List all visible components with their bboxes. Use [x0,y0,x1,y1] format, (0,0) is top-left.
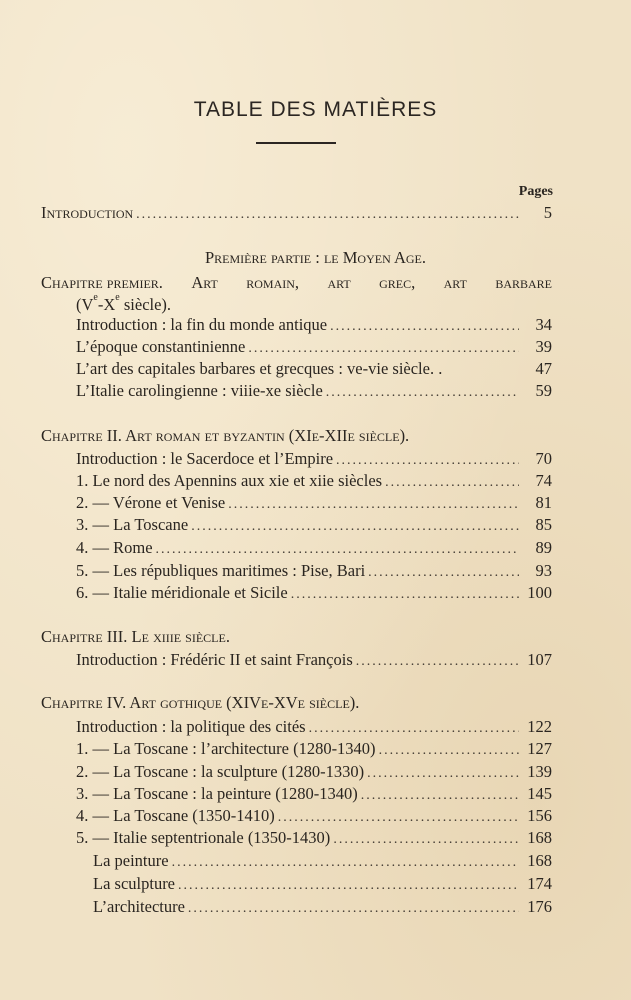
toc-entry[interactable] [76,717,552,739]
toc-entry-page: 107 [527,650,552,669]
toc-entry[interactable] [76,784,552,806]
toc-entry-page: 93 [535,561,552,580]
chapter-heading-word: art [443,273,467,292]
toc-entry[interactable] [76,471,552,493]
toc-entry-label: Introduction : la fin du monde antique [76,315,328,334]
chapter-heading-word: Art [191,273,218,292]
chapter-heading-word: romain, [246,273,300,292]
toc-entry[interactable] [76,315,552,337]
dot-leader [326,385,519,401]
dot-leader [156,542,519,558]
toc-entry-page: 176 [527,897,552,916]
toc-entry-page: 174 [527,874,552,893]
toc-entry[interactable] [93,897,552,919]
toc-entry-page: 5 [543,203,552,222]
dot-leader [368,565,519,581]
dot-leader [367,766,519,782]
chapter-heading-4[interactable]: Chapitre IV. Art gothique (XIVe-XVe siècle). [41,693,360,712]
toc-entry-page: 145 [527,784,552,803]
toc-entry[interactable] [76,493,552,515]
toc-entry-label: 5. — Les républiques maritimes : Pise, Bari [76,561,366,580]
chapter-heading-3[interactable]: Chapitre III. Le xiiie siècle. [41,627,230,646]
toc-entry-page: 139 [527,762,552,781]
toc-entry[interactable] [76,739,552,761]
toc-entry[interactable] [76,806,552,828]
page-title: TABLE DES MATIÈRES [193,98,438,121]
pages-label: Pages [518,184,553,199]
part-heading: Première partie : le Moyen Age. [204,248,426,267]
toc-entry[interactable] [76,515,552,537]
chapter-heading-word: Chapitre premier. [41,273,163,292]
dot-leader [333,832,519,848]
toc-entry-page: 156 [527,806,552,825]
toc-entry-page: 85 [535,515,552,534]
dot-leader [330,319,519,335]
dot-leader [291,587,519,603]
chapter-heading-word: barbare [495,273,552,292]
toc-entry-label: Introduction : le Sacerdoce et l’Empire [76,449,334,468]
toc-entry-label: L’art des capitales barbares et grecques : ve-vie siècle. . [76,359,443,378]
chapter-heading-word: grec, [379,273,416,292]
dot-leader [379,743,519,759]
toc-entry-page: 39 [535,337,552,356]
toc-entry[interactable] [76,828,552,850]
dot-leader [385,475,519,491]
toc-entry-page: 127 [527,739,552,758]
toc-entry-introduction[interactable] [41,203,552,225]
toc-entry-label: Introduction : Frédéric II et saint François [76,650,353,669]
toc-entry[interactable] [76,381,552,403]
toc-entry-page: 47 [535,359,552,378]
toc-entry-label: 4. — Rome [76,538,153,557]
toc-entry-page: 81 [535,493,552,512]
toc-entry-label: 1. Le nord des Apennins aux xie et xiie siècles [76,471,383,490]
toc-entry[interactable] [76,762,552,784]
toc-entry-label: 3. — La Toscane [76,515,189,534]
toc-entry[interactable] [76,538,552,560]
toc-entry-label: La peinture [93,851,169,870]
toc-entry-page: 168 [527,828,552,847]
toc-entry-label: L’architecture [93,897,185,916]
toc-entry-page: 168 [527,851,552,870]
toc-entry-page: 59 [535,381,552,400]
toc-entry-page: 34 [535,315,552,334]
toc-entry[interactable] [76,449,552,471]
toc-entry-label: 5. — Italie septentrionale (1350-1430) [76,828,331,847]
toc-entry-label: L’Italie carolingienne : viiie-xe siècle [76,381,323,400]
dot-leader [178,878,519,894]
toc-entry-page: 89 [535,538,552,557]
toc-entry-label: Introduction : la politique des cités [76,717,306,736]
toc-entry[interactable] [76,337,552,359]
toc-entry-label: 2. — Vérone et Venise [76,493,226,512]
chapter-heading-dates: (Ve-Xe siècle). [76,292,172,314]
toc-entry-page: 100 [527,583,552,602]
toc-entry-label: 2. — La Toscane : la sculpture (1280-1330) [76,762,365,781]
dot-leader [309,721,519,737]
toc-entry-label: La sculpture [93,874,176,893]
toc-entry[interactable] [76,583,552,605]
dot-leader [278,810,519,826]
toc-entry-label: Introduction [41,203,134,222]
toc-entry[interactable] [76,359,552,381]
chapter-heading-1[interactable] [41,272,552,316]
title-rule [256,142,336,144]
toc-entry-label: 3. — La Toscane : la peinture (1280-1340) [76,784,358,803]
toc-entry[interactable] [76,561,552,583]
dot-leader [191,519,519,535]
toc-entry-page: 74 [535,471,552,490]
toc-entry-label: L’époque constantinienne [76,337,246,356]
chapter-heading-word: art [327,273,351,292]
toc-entry-page: 122 [527,717,552,736]
dot-leader [228,497,519,513]
dot-leader [172,855,519,871]
dot-leader [136,207,519,223]
toc-entry[interactable] [93,874,552,896]
chapter-heading-2[interactable]: Chapitre II. Art roman et byzantin (XIe-XIIe siècle). [41,426,410,445]
toc-entry[interactable] [93,851,552,873]
dot-leader [188,901,519,917]
dot-leader [361,788,519,804]
toc-entry[interactable] [76,650,552,672]
toc-entry-label: 4. — La Toscane (1350-1410) [76,806,275,825]
dot-leader [336,453,519,469]
dot-leader [356,654,519,670]
toc-entry-label: 1. — La Toscane : l’architecture (1280-1340) [76,739,376,758]
toc-entry-page: 70 [535,449,552,468]
dot-leader [248,341,519,357]
toc-entry-label: 6. — Italie méridionale et Sicile [76,583,288,602]
